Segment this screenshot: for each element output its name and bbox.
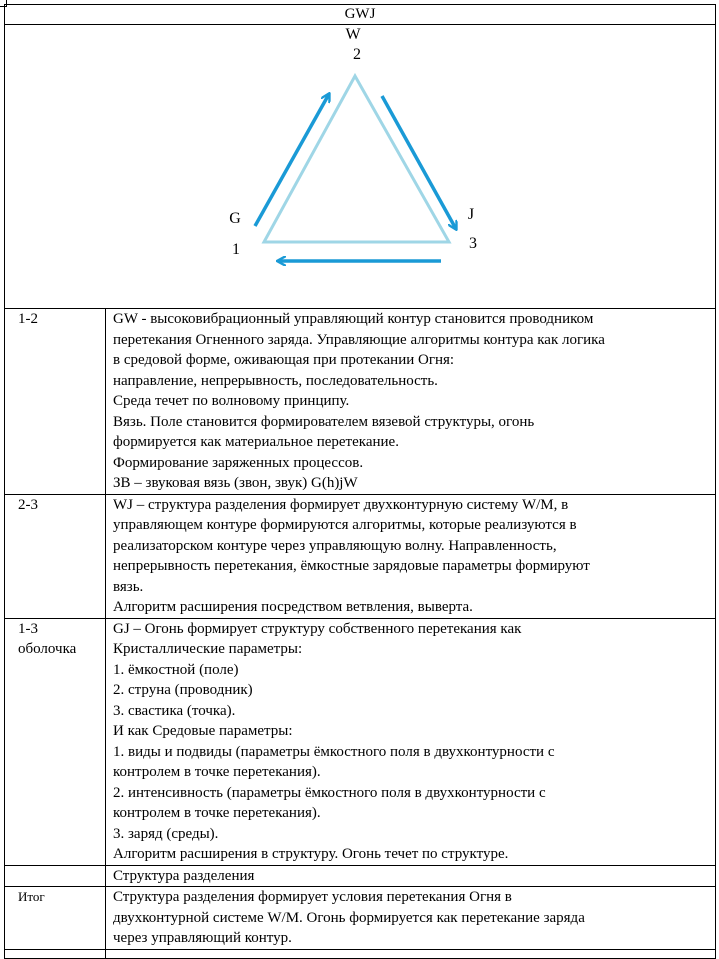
- row-1-3: [5, 618, 716, 865]
- text-line: Формирование заряженных процессов.: [113, 454, 364, 471]
- text-line: реализаторском контуре через управляющую волну. Направленность,: [113, 537, 557, 554]
- text-line: 2. интенсивность (параметры ёмкостного поля в двухконтурности с: [113, 784, 546, 801]
- row-1-2: [5, 309, 716, 495]
- text-line: контролем в точке перетекания).: [113, 805, 321, 821]
- empty-cell: [106, 949, 716, 958]
- text-line: Кристаллические параметры:: [113, 641, 303, 657]
- vertex-j-number: 3: [469, 235, 477, 252]
- text-line: управляющем контуре формируются алгоритмы, которые реализуются в: [113, 517, 577, 533]
- vertex-w-number: 2: [353, 46, 361, 63]
- text-line: двухконтурной системе W/M. Огонь формируется как перетекание заряда: [113, 909, 585, 926]
- text-line: И как Средовые параметры:: [113, 723, 293, 739]
- table-title: GWJ: [5, 5, 716, 25]
- row-text: [106, 494, 716, 618]
- itog-text: [106, 887, 716, 950]
- text-line: вязь.: [113, 578, 144, 595]
- text-line: GW - высоковибрационный управляющий контур становится проводником: [113, 311, 594, 327]
- row-label-line: 1-3: [18, 620, 38, 637]
- text-line: ЗВ – звуковая вязь (звон, звук) G(h)jW: [113, 475, 358, 491]
- itog-row: [5, 887, 716, 950]
- row-label-line: 1-2: [18, 311, 38, 327]
- triangle-diagram: [5, 25, 714, 308]
- text-line: контролем в точке перетекания).: [113, 764, 321, 780]
- text-line: 1. виды и подвиды (параметры ёмкостного поля в двухконтурности с: [113, 743, 555, 760]
- row-label: [5, 494, 106, 618]
- text-line: непрерывность перетекания, ёмкостные зарядовые параметры формируют: [113, 558, 590, 574]
- empty-row: [5, 949, 716, 958]
- text-line: GJ – Огонь формирует структуру собственного перетекания как: [113, 620, 522, 637]
- separator-text: Структура разделения: [106, 865, 716, 887]
- text-line: Среда течет по волновому принципу.: [113, 393, 350, 409]
- row-2-3: [5, 494, 716, 618]
- text-line: WJ – структура разделения формирует двухконтурную систему W/M, в: [113, 496, 569, 513]
- text-line: Структура разделения формирует условия перетекания Огня в: [113, 889, 512, 905]
- text-line: через управляющий контур.: [113, 930, 292, 946]
- vertex-w-letter: W: [345, 26, 361, 43]
- text-line: направление, непрерывность, последовательность.: [113, 372, 438, 389]
- text-line: 3. свастика (точка).: [113, 702, 236, 719]
- gwj-table: [4, 4, 716, 959]
- text-line: 2. струна (проводник): [113, 682, 253, 698]
- arrow-w-to-j: [382, 96, 456, 229]
- vertex-j-letter: J: [467, 206, 475, 223]
- text-line: в средовой форме, оживающая при протекании Огня:: [113, 352, 455, 368]
- text-line: перетекания Огненного заряда. Управляющие алгоритмы контура как логика: [113, 331, 605, 348]
- row-label-line: 2-3: [18, 496, 38, 513]
- row-label-line: оболочка: [18, 641, 77, 657]
- text-line: 3. заряд (среды).: [113, 825, 219, 842]
- vertex-g-letter: G: [229, 210, 241, 227]
- row-text: [106, 618, 716, 865]
- row-text: [106, 309, 716, 495]
- vertex-g-number: 1: [232, 241, 240, 258]
- text-line: Вязь. Поле становится формирователем вязевой структуры, огонь: [113, 413, 535, 430]
- separator-row: [5, 865, 716, 887]
- row-label: [5, 309, 106, 495]
- row-label: [5, 618, 106, 865]
- gwj-table-frame: [4, 4, 715, 959]
- empty-cell: [5, 949, 106, 958]
- separator-label-cell: [5, 865, 106, 887]
- text-line: формируется как материальное перетекание.: [113, 434, 399, 450]
- itog-label: Итог: [5, 887, 106, 950]
- arrow-g-to-w: [255, 94, 329, 226]
- text-line: 1. ёмкостной (поле): [113, 661, 239, 678]
- triangle-diagram-cell: [5, 25, 716, 309]
- text-line: Алгоритм расширения в структуру. Огонь течет по структуре.: [113, 846, 509, 862]
- text-line: Алгоритм расширения посредством ветвления, выверта.: [113, 599, 473, 615]
